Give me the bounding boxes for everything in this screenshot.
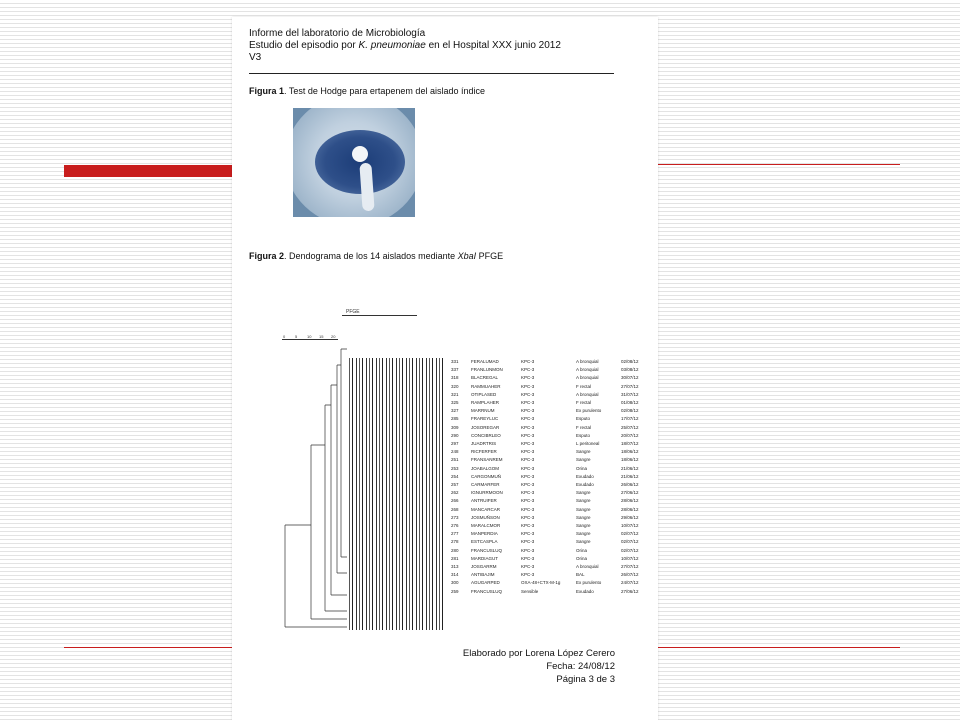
isolate-row: [281, 555, 639, 563]
patient-code: JOSOREGAR: [471, 424, 500, 430]
sample-type: A bronquial: [576, 391, 599, 397]
resistance-mechanism: KPC-3: [521, 359, 535, 364]
red-accent-line-bottom-right: [658, 647, 900, 648]
figure2-caption-post: PFGE: [476, 251, 504, 261]
pfge-label-rule: [342, 315, 417, 316]
sample-type: Ex purulento: [576, 580, 602, 586]
figure2-label: Figura 2: [249, 251, 285, 261]
isolate-id: 327: [451, 408, 459, 414]
isolate-id: 277: [451, 531, 459, 537]
red-accent-line-bottom-left: [64, 647, 234, 648]
sample-date: 18/06/12: [621, 449, 639, 455]
sample-type: Sangre: [576, 506, 591, 512]
isolate-row: [281, 497, 639, 505]
resistance-mechanism: KPC-3: [521, 391, 535, 397]
patient-code: ANTIBAJIM: [471, 572, 495, 578]
sample-date: 28/06/12: [621, 506, 639, 512]
patient-code: JOSMUÑSON: [471, 514, 500, 520]
resistance-mechanism: KPC-3: [521, 375, 535, 381]
figure1-caption-text: . Test de Hodge para ertapenem del aislado índice: [284, 86, 485, 96]
isolate-row: [281, 358, 639, 366]
isolate-row: [281, 415, 639, 423]
isolate-id: 309: [451, 424, 459, 430]
sample-date: 17/07/12: [621, 416, 639, 422]
sample-date: 01/08/12: [621, 400, 639, 405]
sample-date: 02/08/12: [621, 359, 639, 364]
resistance-mechanism: KPC-3: [521, 506, 535, 512]
isolate-row: [281, 579, 639, 587]
hodge-test-photo: [293, 108, 415, 217]
isolate-id: 337: [451, 367, 459, 373]
scale-axis: [282, 339, 338, 340]
isolate-id: 251: [451, 457, 459, 463]
resistance-mechanism: KPC-3: [521, 539, 535, 545]
isolate-id: 259: [451, 588, 459, 594]
isolate-row: [281, 399, 639, 407]
sample-date: 10/07/12: [621, 555, 639, 561]
isolate-id: 290: [451, 432, 459, 438]
isolate-id: 285: [451, 416, 459, 422]
isolate-id: 262: [451, 490, 459, 496]
resistance-mechanism: KPC-3: [521, 424, 535, 430]
isolate-row: [281, 391, 639, 399]
isolate-id: 248: [451, 449, 459, 455]
isolate-row: [281, 522, 639, 530]
isolate-id: 266: [451, 498, 459, 504]
resistance-mechanism: KPC-3: [521, 367, 535, 373]
patient-code: ANTRUIFER: [471, 498, 497, 504]
isolate-row: [281, 366, 639, 374]
scale-5: 5: [295, 334, 298, 339]
isolate-row: [281, 440, 639, 448]
isolate-row: [281, 481, 639, 489]
sample-type: A bronquial: [576, 375, 599, 381]
isolate-row: [281, 465, 639, 473]
resistance-mechanism: KPC-3: [521, 416, 535, 422]
patient-code: MANCARCAR: [471, 506, 501, 512]
sample-type: Sangre: [576, 523, 591, 528]
header-line2: [249, 40, 561, 52]
sample-type: Sangre: [576, 531, 591, 537]
resistance-mechanism: KPC-3: [521, 383, 535, 389]
resistance-mechanism: KPC-3: [521, 514, 535, 520]
sample-type: Orina: [576, 465, 588, 471]
document-page: [232, 17, 658, 720]
isolate-rows: [281, 358, 639, 598]
sample-type: Ex purulento: [576, 408, 602, 414]
sample-type: Exudado: [576, 482, 594, 487]
resistance-mechanism: KPC-3: [521, 498, 535, 504]
patient-code: FRANLUNMON: [471, 367, 503, 373]
sample-date: 20/07/12: [621, 432, 639, 438]
resistance-mechanism: KPC-3: [521, 547, 535, 553]
resistance-mechanism: KPC-3: [521, 555, 535, 561]
isolate-row: [281, 432, 639, 440]
isolate-row: [281, 563, 639, 571]
isolate-row: [281, 456, 639, 464]
patient-code: RICFERFER: [471, 449, 497, 455]
resistance-mechanism: Sensible: [521, 588, 539, 594]
sample-date: 02/07/12: [621, 531, 639, 537]
patient-code: ESTCASPLA: [471, 539, 498, 545]
resistance-mechanism: KPC-3: [521, 490, 535, 496]
resistance-mechanism: KPC-3: [521, 564, 535, 569]
sample-date: 02/07/12: [621, 547, 639, 553]
isolate-id: 331: [451, 359, 459, 364]
isolate-id: 253: [451, 465, 459, 471]
resistance-mechanism: KPC-3: [521, 572, 535, 578]
sample-type: Exudado: [576, 473, 594, 479]
sample-type: F rectal: [576, 424, 592, 430]
sample-type: Sangre: [576, 514, 591, 520]
resistance-mechanism: KPC-3: [521, 441, 535, 446]
isolate-row: [281, 538, 639, 546]
header-version: V3: [249, 52, 262, 63]
header-line2-post: en el Hospital XXX junio 2012: [425, 40, 561, 51]
isolate-row: [281, 424, 639, 432]
isolate-row: [281, 473, 639, 481]
resistance-mechanism: KPC-3: [521, 408, 535, 414]
isolate-row: [281, 514, 639, 522]
sample-type: Sangre: [576, 539, 591, 545]
header-line1: Informe del laboratorio de Microbiología: [249, 28, 426, 39]
isolate-id: 268: [451, 506, 459, 512]
red-accent-bar: [64, 165, 234, 177]
header-line2-pre: Estudio del episodio por: [249, 40, 359, 51]
scale-15: 15: [319, 334, 324, 339]
figure2-enzyme: XbaI: [457, 251, 477, 261]
scale-20: 20: [331, 334, 336, 339]
scale-10: 10: [307, 334, 312, 339]
isolate-id: 257: [451, 482, 459, 487]
footer-date: Fecha: 24/08/12: [546, 661, 615, 672]
sample-date: 03/08/12: [621, 367, 639, 373]
isolate-id: 320: [451, 383, 459, 389]
isolate-row: [281, 506, 639, 514]
sample-type: Sangre: [576, 498, 591, 504]
patient-code: FRANSANREM: [471, 457, 503, 463]
isolate-id: 281: [451, 555, 459, 561]
sample-type: F rectal: [576, 383, 592, 389]
isolate-row: [281, 448, 639, 456]
patient-code: RAMPLAHER: [471, 400, 500, 405]
sample-date: 27/06/12: [621, 490, 639, 496]
report-footer: [463, 647, 615, 686]
sample-type: Sangre: [576, 490, 591, 496]
header-line2-organism: K. pneumoniae: [358, 40, 426, 51]
figure2-caption: [249, 251, 503, 261]
header-rule: [249, 73, 614, 74]
sample-type: F rectal: [576, 400, 592, 405]
patient-code: RAMMUAHER: [471, 383, 501, 389]
isolate-id: 325: [451, 400, 459, 405]
patient-code: MARDIAGUT: [471, 555, 498, 561]
sample-type: A bronquial: [576, 367, 599, 373]
sample-date: 25/07/12: [621, 424, 639, 430]
sample-date: 31/07/12: [621, 391, 639, 397]
resistance-mechanism: OXA-48+CTX-M-1g: [521, 580, 561, 586]
sample-date: 02/07/12: [621, 539, 639, 545]
isolate-id: 314: [451, 572, 459, 578]
figure1-label: Figura 1: [249, 86, 285, 96]
sample-type: Sangre: [576, 449, 591, 455]
resistance-mechanism: KPC-3: [521, 457, 535, 463]
sample-date: 21/06/12: [621, 465, 639, 471]
sample-date: 27/07/12: [621, 564, 639, 569]
sample-date: 28/06/12: [621, 498, 639, 504]
sample-date: 02/08/12: [621, 408, 639, 414]
patient-code: OTIPLASED: [471, 391, 497, 397]
resistance-mechanism: KPC-3: [521, 473, 535, 479]
isolate-id: 273: [451, 514, 459, 520]
isolate-row: [281, 489, 639, 497]
patient-code: CARGONMUÑ: [471, 473, 501, 479]
sample-type: A bronquial: [576, 564, 599, 569]
sample-type: Esputo: [576, 432, 591, 438]
patient-code: JOABALGOM: [471, 465, 500, 471]
isolate-id: 297: [451, 441, 459, 446]
sample-type: BAL: [576, 572, 585, 578]
sample-date: 27/07/12: [621, 383, 639, 389]
patient-code: CARMARFER: [471, 482, 500, 487]
sample-date: 18/07/12: [621, 441, 639, 446]
patient-code: IGNURRMOON: [471, 490, 503, 496]
patient-code: MANPERDIA: [471, 531, 498, 537]
resistance-mechanism: KPC-3: [521, 523, 535, 528]
patient-code: JUADRTRIS: [471, 441, 497, 446]
sample-type: Orina: [576, 547, 588, 553]
sample-date: 26/07/12: [621, 572, 639, 578]
patient-code: MARRNUM: [471, 408, 495, 414]
isolate-row: [281, 383, 639, 391]
dendrogram-figure: [281, 301, 639, 621]
antibiotic-disk: [352, 146, 368, 162]
footer-author: Elaborado por Lorena López Cerero: [462, 648, 615, 659]
patient-code: FERALUMAD: [471, 359, 499, 364]
resistance-mechanism: KPC-3: [521, 482, 535, 487]
patient-code: CONCIBRLEO: [471, 432, 501, 438]
figure2-caption-pre: . Dendograma de los 14 aislados mediante: [284, 251, 458, 261]
isolate-id: 321: [451, 391, 459, 397]
sample-type: Esputo: [576, 416, 591, 422]
isolate-row: [281, 588, 639, 596]
isolate-id: 280: [451, 547, 459, 553]
sample-date: 18/06/12: [621, 457, 639, 463]
isolate-row: [281, 571, 639, 579]
sample-date: 21/06/12: [621, 473, 639, 479]
isolate-row: [281, 407, 639, 415]
resistance-mechanism: KPC-3: [521, 449, 535, 455]
patient-code: FRAREYLUC: [471, 416, 499, 422]
sample-type: Orina: [576, 555, 588, 561]
report-header: [249, 28, 561, 64]
scale-0: 0: [283, 334, 286, 339]
isolate-id: 313: [451, 564, 459, 569]
footer-page: Página 3 de 3: [556, 674, 615, 685]
sample-date: 27/06/12: [621, 588, 639, 594]
isolate-id: 278: [451, 539, 459, 545]
isolate-id: 254: [451, 473, 459, 479]
sample-date: 24/07/12: [621, 580, 639, 586]
sample-date: 30/07/12: [621, 375, 639, 381]
sample-type: A bronquial: [576, 359, 599, 364]
red-accent-line-top: [658, 164, 900, 165]
sample-date: 29/06/12: [621, 514, 639, 520]
resistance-mechanism: KPC-3: [521, 432, 535, 438]
isolate-row: [281, 530, 639, 538]
pfge-label: PFGE: [346, 309, 360, 315]
sample-date: 26/06/12: [621, 482, 639, 487]
patient-code: AGUGARPED: [471, 580, 500, 586]
isolate-id: 318: [451, 375, 459, 381]
sample-type: L peritoneal: [576, 441, 600, 446]
patient-code: MARALCMOR: [471, 523, 501, 528]
sample-type: Exudado: [576, 588, 594, 594]
resistance-mechanism: KPC-3: [521, 400, 535, 405]
resistance-mechanism: KPC-3: [521, 531, 535, 537]
patient-code: JOSGARRM: [471, 564, 497, 569]
isolate-row: [281, 547, 639, 555]
resistance-mechanism: KPC-3: [521, 465, 535, 471]
patient-code: FRANCUSLUQ: [471, 588, 503, 594]
isolate-id: 276: [451, 523, 459, 528]
sample-date: 10/07/12: [621, 523, 639, 528]
isolate-id: 300: [451, 580, 459, 586]
figure1-caption: [249, 86, 485, 96]
patient-code: BLACREGAL: [471, 375, 499, 381]
sample-type: Sangre: [576, 457, 591, 463]
patient-code: FRANCUSLUQ: [471, 547, 503, 553]
isolate-row: [281, 374, 639, 382]
